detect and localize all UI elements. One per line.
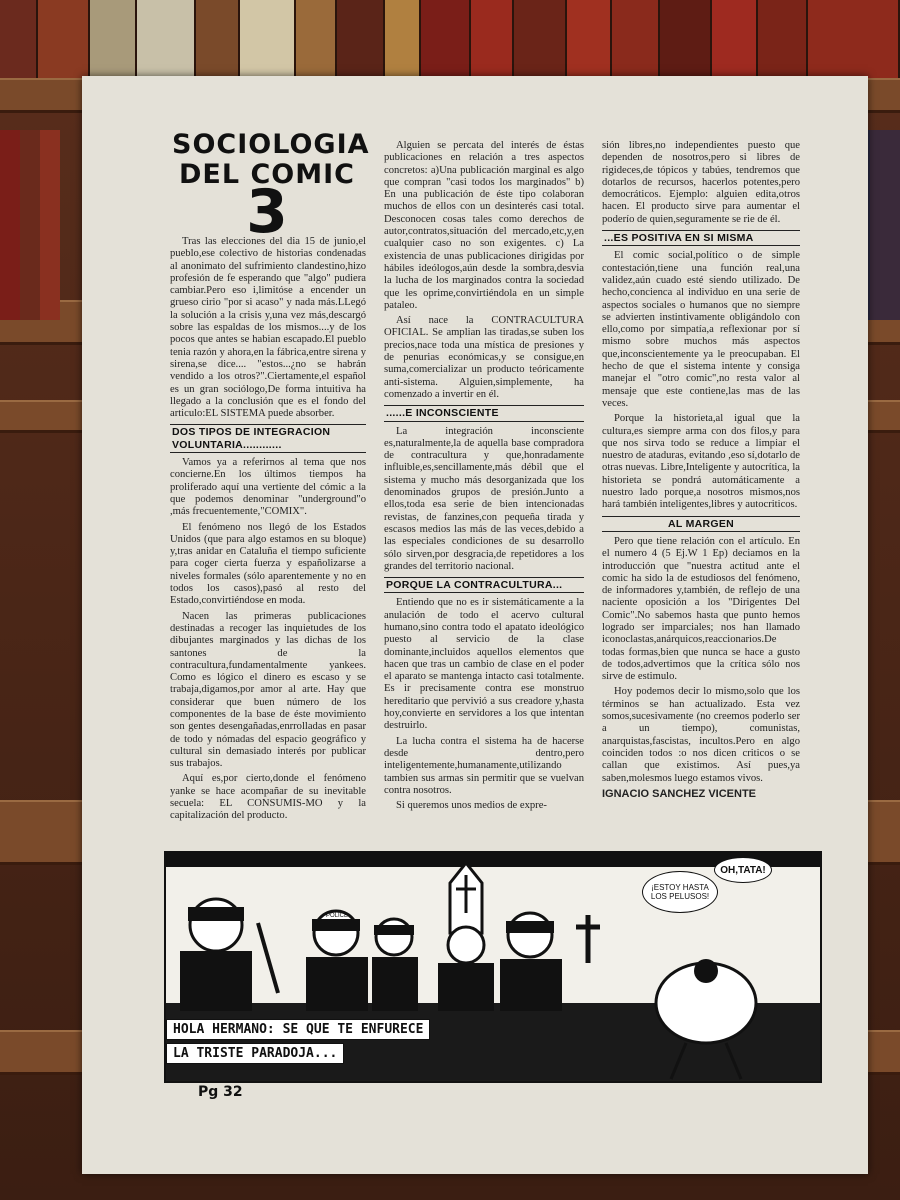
book-spine	[514, 0, 568, 78]
helmet-visor	[312, 919, 360, 931]
title-number: 3	[246, 177, 288, 247]
section-heading: DOS TIPOS DE INTEGRACION VOLUNTARIA............	[170, 424, 366, 453]
section-heading: ...ES POSITIVA EN SI MISMA	[602, 230, 800, 246]
paragraph: La lucha contra el sistema ha de hacerse desde dentro,pero inteligentemente,humanamente,utilizando tambien sus armas sin permitir que se vuelvan contra nosotros.	[384, 735, 584, 796]
comic-caption: HOLA HERMANO: SE QUE TE ENFURECE	[166, 1019, 430, 1040]
paragraph: Nacen las primeras publicaciones destinadas a recoger las inquietudes de los dibujantes marginados y las dichas de los santones de la contracultura,fundamentalmente yankees. Como es lógico el dinero es escaso y se trabaja,digamos,por amor al arte. Hay que considerar que buen número de los componentes de la base de éste movimiento son gentes desengañadas,enrrolladas en pasar de todo y nómadas del espacio geográfico y cultural sin demasiado interés por publicar sus trabajos.	[170, 610, 366, 770]
paragraph: La integración inconsciente es,naturalmente,la de aquella base compradora de contracultura y que,honradamente influible,es,sencillamente,más débil que el sistema y mucho más desorganizada que los denominados grupos de presión.Junto a ellos,toda esa serie de bien intencionadas revistas, de fanzines,con pequeña tirada y escasos medios las más de las veces,debido a las especiales condiciones de su desarrollo sólo sirven,por desgracia,de repetidores a los grandes del territorio nacional.	[384, 425, 584, 572]
book-spine	[137, 0, 197, 78]
book-spine	[296, 0, 336, 78]
bishop-head	[448, 927, 484, 963]
book-spine	[240, 0, 296, 78]
column-3	[602, 140, 800, 803]
book-spine	[870, 130, 900, 320]
book-spine	[612, 0, 660, 78]
book-spine	[38, 0, 90, 78]
police-body	[306, 957, 368, 1011]
bubble-text: OH,TATA!	[720, 864, 766, 876]
book-spine	[421, 0, 471, 78]
top-book-row	[0, 0, 900, 78]
column-2	[384, 140, 584, 815]
paragraph: Entiendo que no es ir sistemáticamente a la anulación de todo el acervo cultural humano,sino contra todo el apatato ideológico puesto al servicio de la clase dominante,incluidos aquellos elementos que hacen que tras un cambio de clase en el poder el aparato se mantenga intacto casi totalmente. Es ir precisamente contra ese monstruo hereditario que pervivió a sus creadore y,hasta hoy,convierte en servidores a los que intentan destruirlo.	[384, 597, 584, 732]
police-body	[180, 951, 252, 1011]
book-spine	[337, 0, 385, 78]
helmet-visor	[506, 921, 554, 933]
book-spine	[567, 0, 611, 78]
police-head	[376, 919, 412, 955]
speech-bubble	[714, 857, 772, 883]
column-1	[170, 236, 366, 826]
paragraph: Aquí es,por cierto,donde el fenómeno yanke se hace acompañar de su inevitable secuela: EL CONSUMIS-MO y la capitalización del producto.	[170, 773, 366, 822]
magazine-page	[82, 76, 868, 1174]
title-line-1: SOCIOLOGIA	[172, 129, 370, 160]
bubble-text: ¡ESTOY HASTA LOS PELUSOS!	[650, 883, 710, 901]
section-heading: AL MARGEN	[602, 516, 800, 532]
police-body	[372, 957, 418, 1011]
book-spine	[471, 0, 513, 78]
intro-paragraph: Tras las elecciones del dia 15 de junio,el pueblo,ese colectivo de historias condenadas al anonimato del sufrimiento clandestino,hizo profesión de fe esperando que "algo" pudiera cambiar.Pero eso i,limitóse a encender un grueso cirio "por si acaso" y nada más.LLegó la solución a la crisis y,una vez más,descargó sobre las espaldas de los mismos....y de los pocos que antes se habian escapado.El pueblo tenia razón y ahora,en la fábrica,entre sirena y sirena,se dice.... "estos...¿no se habrán vendido a los otros?".Ciertamente,el español es un gran sociólogo,De forma intuitiva ha llegado a la conclusión que es el fondo del articulo:EL SISTEMA puede absorber.	[170, 236, 366, 420]
book-spine	[20, 130, 40, 320]
left-side-books	[0, 130, 60, 320]
paragraph: Si queremos unos medios de expre-	[396, 800, 547, 812]
book-spine	[40, 130, 60, 320]
book-spine	[758, 0, 808, 78]
paragraph: El fenómeno nos llegó de los Estados Unidos (que para algo estamos en su bloque) y,tras anidar en Cataluña el tiempo suficiente para coger cierta fuerza y españolizarse a niveles formales (sólo aparentemente y no en todos los casos),pasó al resto del Estado,convirtiéndose en moda.	[170, 521, 366, 607]
paragraph: Alguien se percata del interés de éstas publicaciones en relación a tres aspectos concretos: a)Una publicación marginal es algo que compran "casi todos los marginados" b) En una publicación de éste tipo colaboran muchos de ellos con un desinterés casi total. Desconocen cosas tales como derechos de autor,contratos,situación del mercado,etc,y,en cualquier caso no son exigentes. c) La existencia de unas publicaciones dirigidas por hábiles ideólogos,aún desde la sombra,desvia la lucha de los marginados contra la sociedad que les oprime,convirtiéndola en un simple pataleo.	[384, 140, 584, 311]
police-head	[190, 899, 242, 951]
bishop-body	[438, 963, 494, 1011]
book-spine	[385, 0, 422, 78]
book-spine	[90, 0, 136, 78]
book-spine	[0, 130, 20, 320]
book-spine	[196, 0, 240, 78]
book-spine	[0, 0, 38, 78]
book-spine	[660, 0, 712, 78]
author-signature: IGNACIO SANCHEZ VICENTE	[602, 787, 757, 800]
helmet-visor	[188, 907, 244, 921]
title-line-2: DEL COMIC	[179, 159, 355, 190]
paragraph: El comic social,político o de simple contestación,tiene una función real,una validez,aún cuado esté siendo utilizado. De hecho,concienca al individuo en una serie de aspectos sociales o humanos que no siempre se advierten instintivamente obligándolo con ello,como por simpatía,a reflexionar por sí mismo sobre muchos más aspectos que,inconscientemente ya le preocupaban. El hecho de que el sistema intente y consiga manejar el "otro comic",no resta valor al mensaje que este contiene,las mas de las veces.	[602, 250, 800, 409]
paragraph: sión libres,no independientes puesto que dependen de nosotros,pero si libres de rigideces,de tópicos y tabúes, tendremos que dotarlos de recursos, hacerlos potentes,pero democráticos. Ejemplo: alguien edita,otros hacen. El producto sirve para aumentar el poderío de quien,seguramente se rie de él.	[602, 140, 800, 225]
paragraph: Así nace la CONTRACULTURA OFICIAL. Se amplian las tiradas,se suben los precios,nace toda una mística de presiones y de penurias económicas,y se consigue,en suma,comercializar un producto teóricamente anti-sistema. Alguien,simplemente, ha comenzado a invertir en él.	[384, 315, 584, 400]
section-heading: PORQUE LA CONTRACULTURA...	[384, 577, 584, 593]
cross-icon	[576, 915, 600, 963]
page-number: Pg 32	[198, 1084, 243, 1100]
police-badge-text: POLICE	[326, 913, 349, 919]
bishop-figure	[438, 863, 494, 1011]
helmet-visor	[374, 925, 414, 935]
book-spine	[808, 0, 900, 78]
speech-bubble	[642, 871, 718, 913]
police-figures	[180, 899, 562, 1011]
section-heading: ......E INCONSCIENTE	[384, 405, 584, 421]
paragraph: Pero que tiene relación con el artículo. En el numero 4 (5 Ej.W 1 Ep) deciamos en la introducción que "nuestra actitud ante el comic ha sido la de estudiosos del fenómeno, de informadores y,también, de reflejo de una naciente oposición a los "Dirigentes Del Comic".No sabemos hasta que punto hemos logrado ser imparciales; nos han llamado iconoclastas,anárquicos,reaccionarios.De todas formas,bien que nunca se hace a gusto de todos,advertimos que la crítica sólo nos sirve de estimulo.	[602, 535, 800, 683]
baton	[258, 923, 278, 993]
paragraph: Porque la historieta,al igual que la cultura,es siempre arma con dos filos,y para que nos sirva todo se reduce a limpiar el nuestro de ataduras, evitando ,eso sí,dotarlo de otras nuevas. Libre,Inteligente y autocrítica, la historieta se pondrá automáticamente a nuestro lado porque,a nosotros mismos,nos hará también inteligentes,libres y autocriticos.	[602, 413, 800, 511]
comic-caption: LA TRISTE PARADOJA...	[166, 1043, 344, 1064]
police-body	[500, 959, 562, 1011]
paragraph: Vamos ya a referirnos al tema que nos concierne.En los últimos tiempos ha proliferado aquí una vertiente del cómic a la que podemos denominar "underground"o ,más frecuentemente,"COMIX".	[170, 457, 366, 518]
page-title	[172, 129, 370, 247]
book-spine	[712, 0, 758, 78]
comic-strip	[164, 851, 822, 1083]
figure-head	[694, 959, 718, 983]
police-head	[508, 913, 552, 957]
paragraph: Hoy podemos decir lo mismo,solo que los términos se han actualizado. Esta vez somos,sucesivamente (no creemos poderlo ser a un tiempo), comunistas, anarquistas,fascistas, incultos.Pero en algo coinciden todos :o nos dicen criticos o se callan que existimos. Así pues,ya saben,molesmos luego estamos vivos.	[602, 686, 800, 784]
